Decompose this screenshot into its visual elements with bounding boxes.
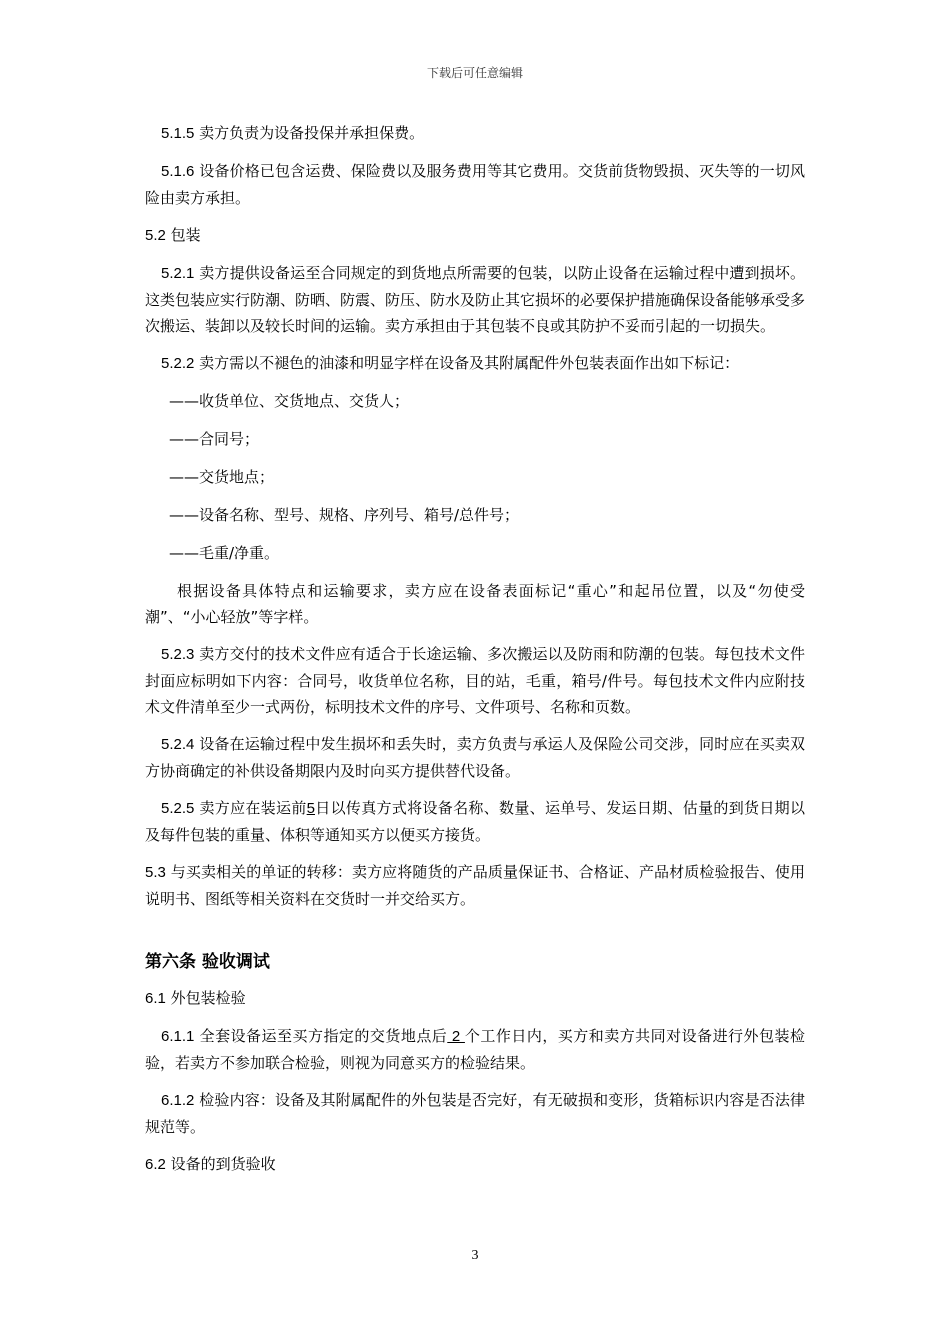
- clause-number: 5.2.2: [161, 355, 195, 372]
- article-6-title: 第六条 验收调试: [145, 952, 270, 972]
- clause-number: 5.2.3: [161, 646, 195, 663]
- section-6-2-heading: [145, 1151, 805, 1178]
- section-title: 包装: [165, 226, 201, 244]
- clause-5-2-2: [145, 350, 805, 377]
- clause-text: 日以传真方式将设备名称、数量、运单号、发运日期、估量的到货日期以及每件包装的重量、体积等通知买方以便买方接货。: [145, 799, 805, 844]
- clause-text: 检验内容：设备及其附属配件的外包装是否完好，有无破损和变形，货箱标识内容是否法律规范等。: [145, 1091, 805, 1136]
- clause-number: 5.3: [145, 864, 166, 881]
- section-6-1-heading: [145, 985, 805, 1012]
- document-body: [145, 120, 805, 1189]
- clause-text: 设备价格已包含运费、保险费以及服务费用等其它费用。交货前货物毁损、灭失等的一切风险由卖方承担。: [145, 162, 805, 207]
- mark-item: ——毛重/净重。: [169, 544, 280, 562]
- clause-number: 6.1.2: [161, 1092, 195, 1109]
- clause-text: 卖方交付的技术文件应有适合于长途运输、多次搬运以及防雨和防潮的包装。每包技术文件封面应标明如下内容：合同号，收货单位名称，目的站，毛重，箱号/件号。每包技术文件内应附技术文件清单至少一式两份，标明技术文件的序号、文件项号、名称和页数。: [145, 645, 805, 716]
- clause-5-2-4: [145, 731, 805, 784]
- section-number: 5.2: [145, 227, 166, 244]
- clause-text: 卖方需以不褪色的油漆和明显字样在设备及其附属配件外包装表面作出如下标记：: [194, 354, 740, 372]
- clause-text: 设备在运输过程中发生损坏和丢失时，卖方负责与承运人及保险公司交涉，同时应在买卖双方协商确定的补供设备期限内及时向买方提供替代设备。: [145, 735, 805, 780]
- clause-5-3: [145, 859, 805, 912]
- page-header: 下载后可任意编辑: [426, 66, 523, 80]
- section-title: 设备的到货验收: [165, 1155, 276, 1173]
- center-of-gravity-paragraph: 根据设备具体特点和运输要求，卖方应在设备表面标记“重心”和起吊位置，以及“勿使受潮”、“小心轻放”等字样。: [145, 582, 805, 626]
- clause-number: 5.2.1: [161, 265, 195, 282]
- clause-text: 卖方提供设备运至合同规定的到货地点所需要的包装，以防止设备在运输过程中遭到损坏。这类包装应实行防潮、防晒、防震、防压、防水及防止其它损坏的必要保护措施确保设备能够承受多次搬运、装卸以及较长时间的运输。卖方承担由于其包装不良或其防护不妥而引起的一切损失。: [145, 264, 806, 335]
- page-number: 3: [471, 1248, 479, 1263]
- clause-number: 5.1.5: [161, 125, 195, 142]
- clause-number: 5.2.4: [161, 736, 195, 753]
- section-5-2-heading: [145, 222, 805, 249]
- clause-text: 卖方应在装运前: [194, 799, 307, 817]
- clause-number: 5.2.5: [161, 800, 195, 817]
- days-value: 2: [447, 1028, 465, 1045]
- clause-5-2-1: [145, 260, 805, 339]
- clause-number: 6.1.1: [161, 1028, 195, 1045]
- section-number: 6.1: [145, 990, 166, 1007]
- clause-text: 个工作日内，买方和卖方共同对设备进行外包装检验，若卖方不参加联合检验，则视为同意买方的检验结果。: [145, 1027, 805, 1072]
- clause-5-2-3: [145, 641, 805, 720]
- section-number: 6.2: [145, 1156, 166, 1173]
- mark-item: ——交货地点；: [169, 468, 275, 486]
- clause-text: 与买卖相关的单证的转移：卖方应将随货的产品质量保证书、合格证、产品材质检验报告、使用说明书、图纸等相关资料在交货时一并交给买方。: [145, 863, 805, 908]
- clause-5-1-6: [145, 158, 805, 211]
- clause-text: 全套设备运至买方指定的交货地点后: [194, 1027, 448, 1045]
- clause-number: 5.1.6: [161, 163, 195, 180]
- mark-item: ——设备名称、型号、规格、序列号、箱号/总件号；: [169, 506, 520, 524]
- clause-5-2-5: [145, 795, 805, 848]
- clause-5-1-5: [145, 120, 805, 147]
- clause-6-1-1: [145, 1023, 805, 1076]
- clause-6-1-2: [145, 1087, 805, 1140]
- days-value: 5: [306, 800, 315, 817]
- section-title: 外包装检验: [165, 989, 246, 1007]
- mark-item: ——合同号；: [169, 430, 260, 448]
- clause-text: 卖方负责为设备投保并承担保费。: [194, 124, 425, 142]
- mark-item: ——收货单位、交货地点、交货人；: [169, 392, 410, 410]
